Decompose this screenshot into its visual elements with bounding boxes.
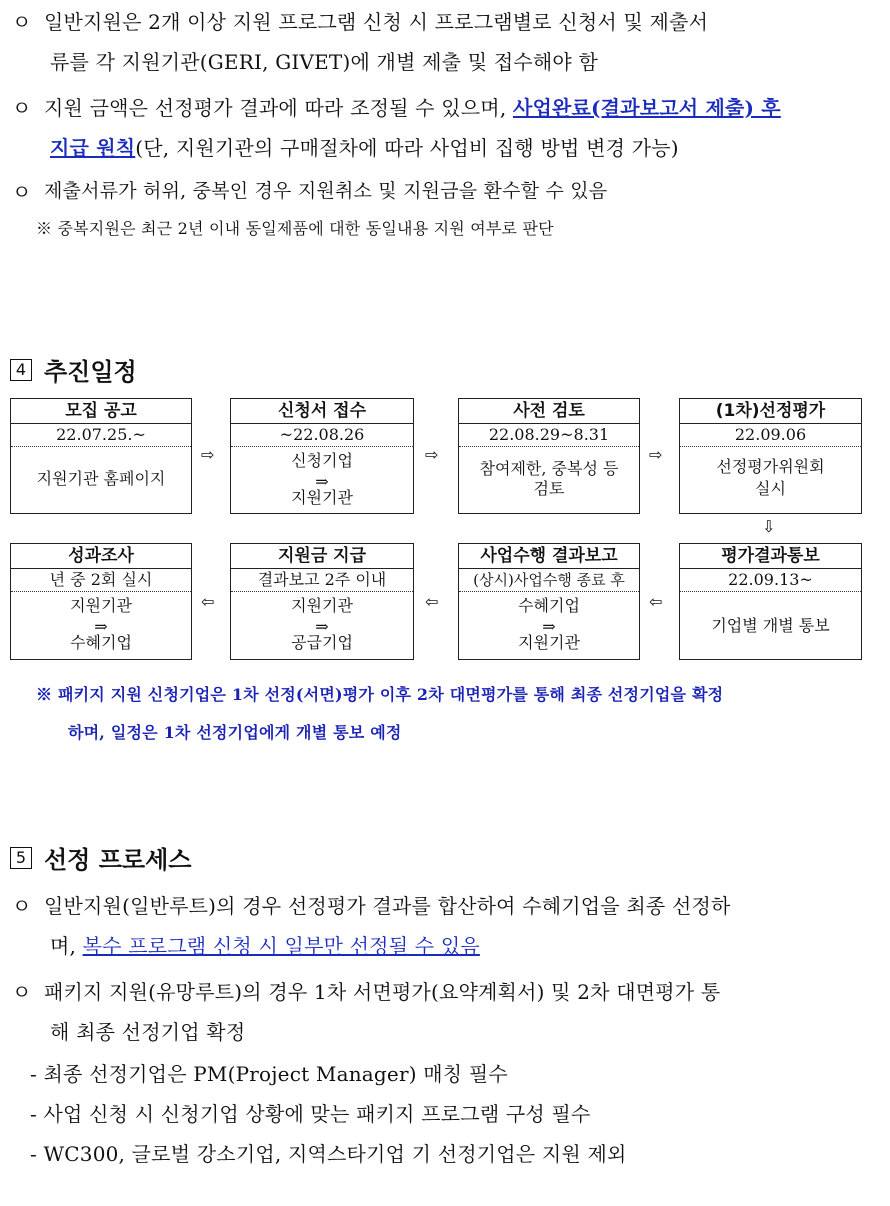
highlight-text: 사업완료(결과보고서 제출) 후 [512,96,781,120]
box-title: 모집 공고 [11,399,191,424]
arrow-right-icon: ⇨ [649,445,663,464]
box-body-arrow: ⇒ [315,617,329,636]
paragraph-line: 일반지원은 2개 이상 지원 프로그램 신청 시 프로그램별로 신청서 및 제출서 [44,10,709,34]
arrow-left-icon: ⇦ [201,592,215,611]
bullet-marker: ㅇ [12,180,32,204]
arrow-right-icon: ⇨ [201,445,215,464]
paragraph-line: 제출서류가 허위, 중복인 경우 지원취소 및 지원금을 환수할 수 있음 [44,180,608,202]
section-title: 추진일정 [44,358,137,386]
box-date: (상시)사업수행 종료 후 [459,569,639,592]
paragraph-line: 패키지 지원(유망루트)의 경우 1차 서면평가(요약계획서) 및 2차 대면평가 통 [44,980,721,1004]
box-body: 검토 [533,479,565,498]
section-heading [10,352,137,387]
paragraph-line [50,132,679,161]
box-body: 신청기업 [291,451,353,470]
box-body: 지원기관 홈페이지 [36,469,166,488]
box-body: 참여제한, 중복성 등 [479,459,619,478]
box-body: 지원기관 [518,633,580,652]
box-body: 공급기업 [291,633,353,652]
arrow-left-icon: ⇦ [425,592,439,611]
bullet-marker: ㅇ [12,10,32,34]
paragraph-line: 일반지원(일반루트)의 경우 선정평가 결과를 합산하여 수혜기업을 최종 선정하 [44,894,731,918]
schedule-box [458,543,640,660]
note-text: 하며, 일정은 1차 선정기업에게 개별 통보 예정 [68,723,402,742]
box-title: 사업수행 결과보고 [459,544,639,569]
dash-item: - 최종 선정기업은 PM(Project Manager) 매칭 필수 [30,1062,508,1086]
box-body-arrow: ⇒ [94,617,108,636]
box-body-arrow: ⇒ [542,617,556,636]
box-body: 실시 [755,479,786,498]
bullet-marker: ㅇ [12,894,32,918]
paragraph-line [44,92,781,121]
box-body: 지원기관 [291,596,353,615]
arrow-left-icon: ⇦ [649,592,663,611]
box-title: 지원금 지급 [231,544,413,569]
box-date: 결과보고 2주 이내 [231,569,413,592]
schedule-box [10,398,192,514]
bullet-marker: ㅇ [12,96,32,120]
box-date: 22.09.13~ [680,569,861,592]
schedule-box [10,543,192,660]
section-title: 선정 프로세스 [44,846,192,874]
box-date: 22.07.25.~ [11,424,191,447]
highlight-text: 지급 원칙 [50,136,136,160]
schedule-box [230,543,414,660]
box-date: ~22.08.26 [231,424,413,447]
note-text: ※ 중복지원은 최근 2년 이내 동일제품에 대한 동일내용 지원 여부로 판단 [36,219,554,238]
schedule-box [230,398,414,514]
box-date: 년 중 2회 실시 [11,569,191,592]
paragraph-line: 해 최종 선정기업 확정 [50,1020,246,1044]
text-run: 지원 금액은 선정평가 결과에 따라 조정될 수 있으며, [44,96,513,120]
schedule-box [458,398,640,514]
box-body: 지원기관 [70,596,132,615]
note-text: ※ 패키지 지원 신청기업은 1차 선정(서면)평가 이후 2차 대면평가를 통해 최종 선정기업을 확정 [36,685,724,704]
dash-item: - WC300, 글로벌 강소기업, 지역스타기업 기 선정기업은 지원 제외 [30,1142,627,1166]
arrow-down-icon: ⇩ [762,517,776,536]
section-number: 5 [10,847,32,869]
section-number: 4 [10,359,32,381]
box-title: 사전 검토 [459,399,639,424]
box-date: 22.09.06 [680,424,861,447]
box-date: 22.08.29~8.31 [459,424,639,447]
box-body: 수혜기업 [518,596,580,615]
box-title: (1차)선정평가 [680,399,861,424]
section-heading [10,840,191,875]
paragraph-line: 류를 각 지원기관(GERI, GIVET)에 개별 제출 및 접수해야 함 [50,50,598,74]
box-body: 선정평가위원회 [716,457,825,476]
bullet-marker: ㅇ [12,980,32,1004]
box-body: 수혜기업 [70,633,132,652]
box-title: 성과조사 [11,544,191,569]
box-body: 기업별 개별 통보 [711,616,830,635]
box-title: 평가결과통보 [680,544,861,569]
box-body-arrow: ⇒ [315,472,329,491]
box-body: 지원기관 [291,488,353,507]
paragraph-line [50,930,480,959]
text-run: 며, [50,934,83,958]
text-run: (단, 지원기관의 구매절차에 따라 사업비 집행 방법 변경 가능) [135,136,679,160]
dash-item: - 사업 신청 시 신청기업 상황에 맞는 패키지 프로그램 구성 필수 [30,1102,591,1126]
schedule-box [679,543,862,660]
box-title: 신청서 접수 [231,399,413,424]
highlight-text: 복수 프로그램 신청 시 일부만 선정될 수 있음 [82,934,480,958]
arrow-right-icon: ⇨ [425,445,439,464]
schedule-box [679,398,862,514]
